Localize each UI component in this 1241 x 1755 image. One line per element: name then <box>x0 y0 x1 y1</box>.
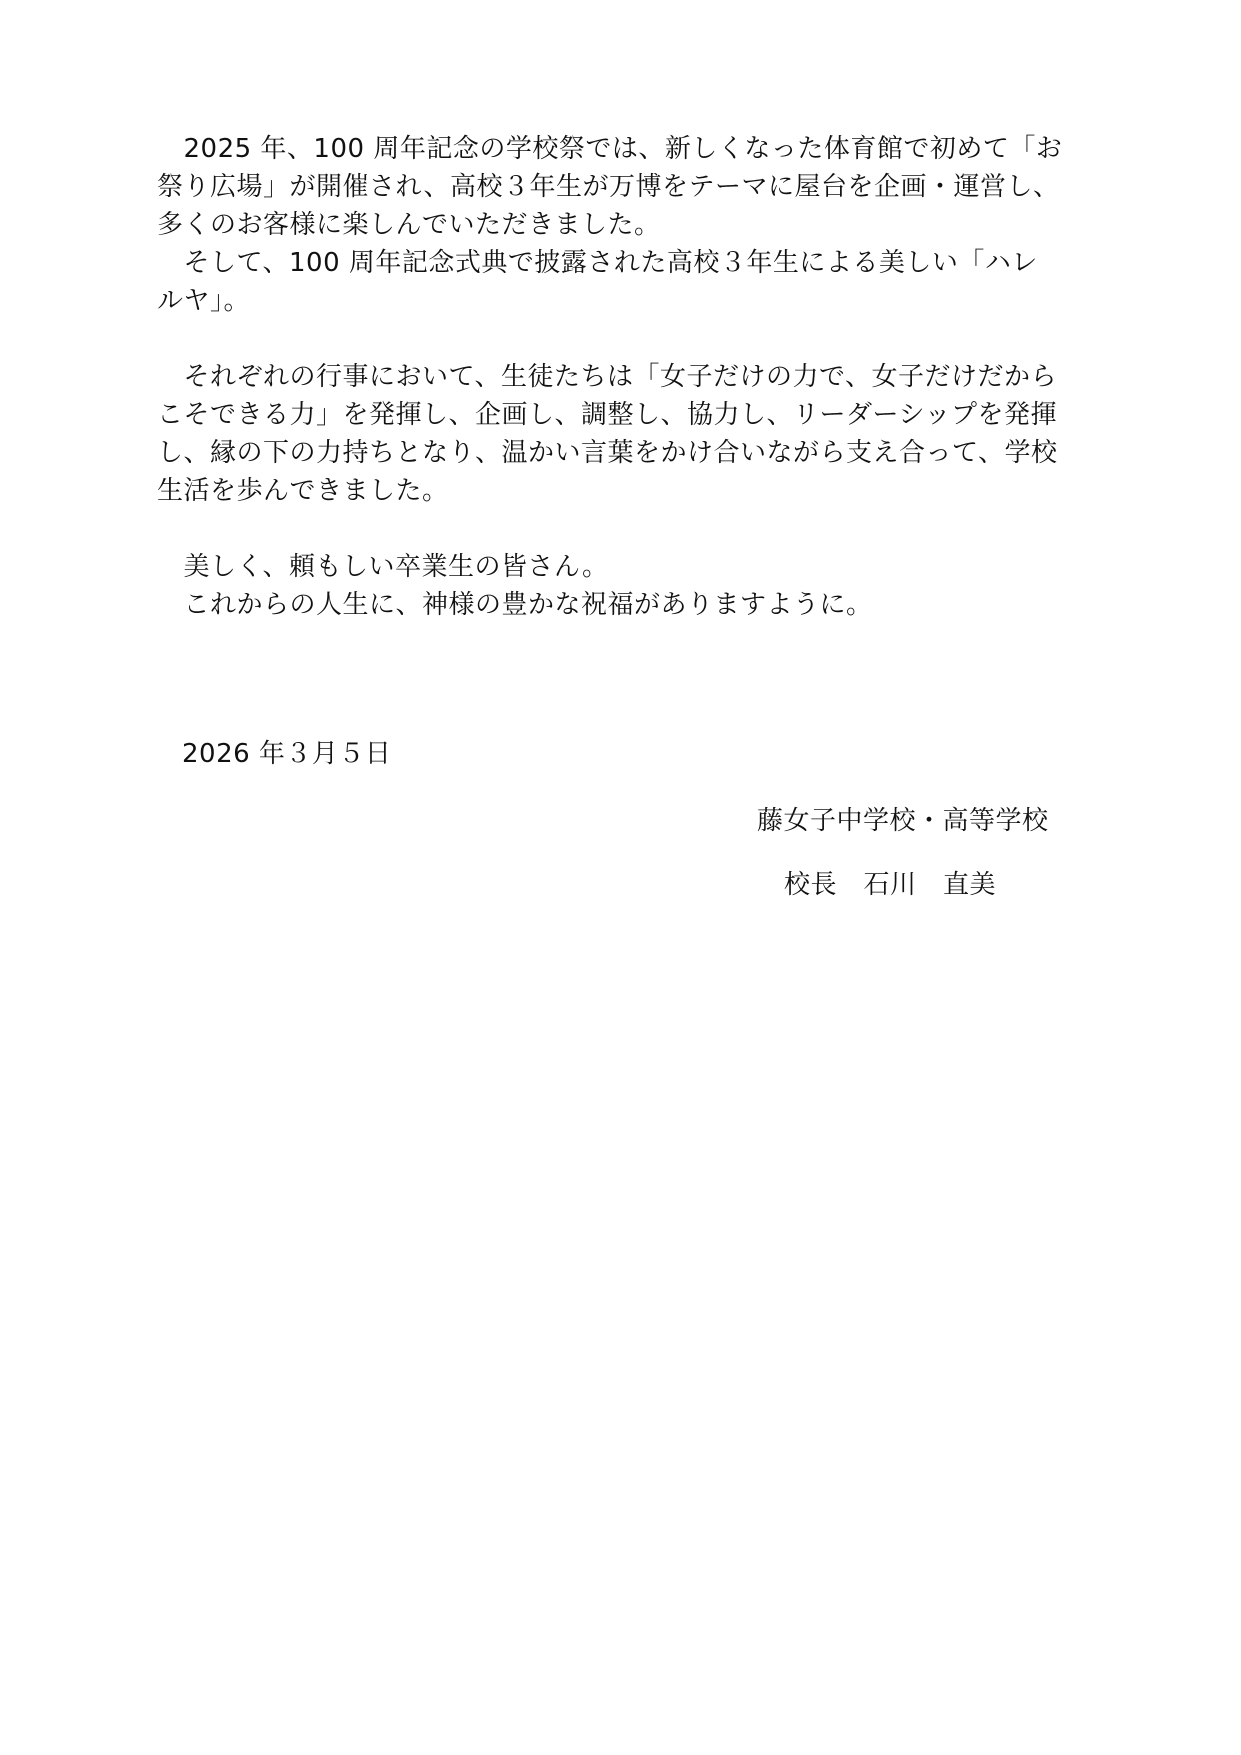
school-name: 藤女子中学校・高等学校 <box>757 806 1049 836</box>
principal-signature: 校長 石川 直美 <box>784 870 997 900</box>
letter-line-13: これからの人生に、神様の豊かな祝福がありますように。 <box>157 590 873 620</box>
letter-line-4: そして、100 周年記念式典で披露された高校３年生による美しい「ハレ <box>157 248 1038 278</box>
blank-line <box>157 320 1092 358</box>
letter-line-3: 多くのお客様に楽しんでいただきました。 <box>157 210 661 240</box>
letter-line-10: 生活を歩んできました。 <box>157 476 449 506</box>
letter-line-5: ルヤ」。 <box>157 286 251 316</box>
letter-date: 2026 年３月５日 <box>182 739 392 769</box>
blank-line <box>157 510 1092 548</box>
letter-line-7: それぞれの行事において、生徒たちは「女子だけの力で、女子だけだから <box>157 362 1057 392</box>
letter-line-8: こそできる力」を発揮し、企画し、調整し、協力し、リーダーシップを発揮 <box>157 400 1057 430</box>
letter-line-9: し、縁の下の力持ちとなり、温かい言葉をかけ合いながら支え合って、学校 <box>157 438 1058 468</box>
letter-line-12: 美しく、頼もしい卒業生の皆さん。 <box>157 552 609 582</box>
letter-line-2: 祭り広場」が開催され、高校３年生が万博をテーマに屋台を企画・運営し、 <box>157 172 1060 202</box>
letter-line-1: 2025 年、100 周年記念の学校祭では、新しくなった体育館で初めて「お <box>157 134 1063 164</box>
letter-body <box>157 130 1092 624</box>
